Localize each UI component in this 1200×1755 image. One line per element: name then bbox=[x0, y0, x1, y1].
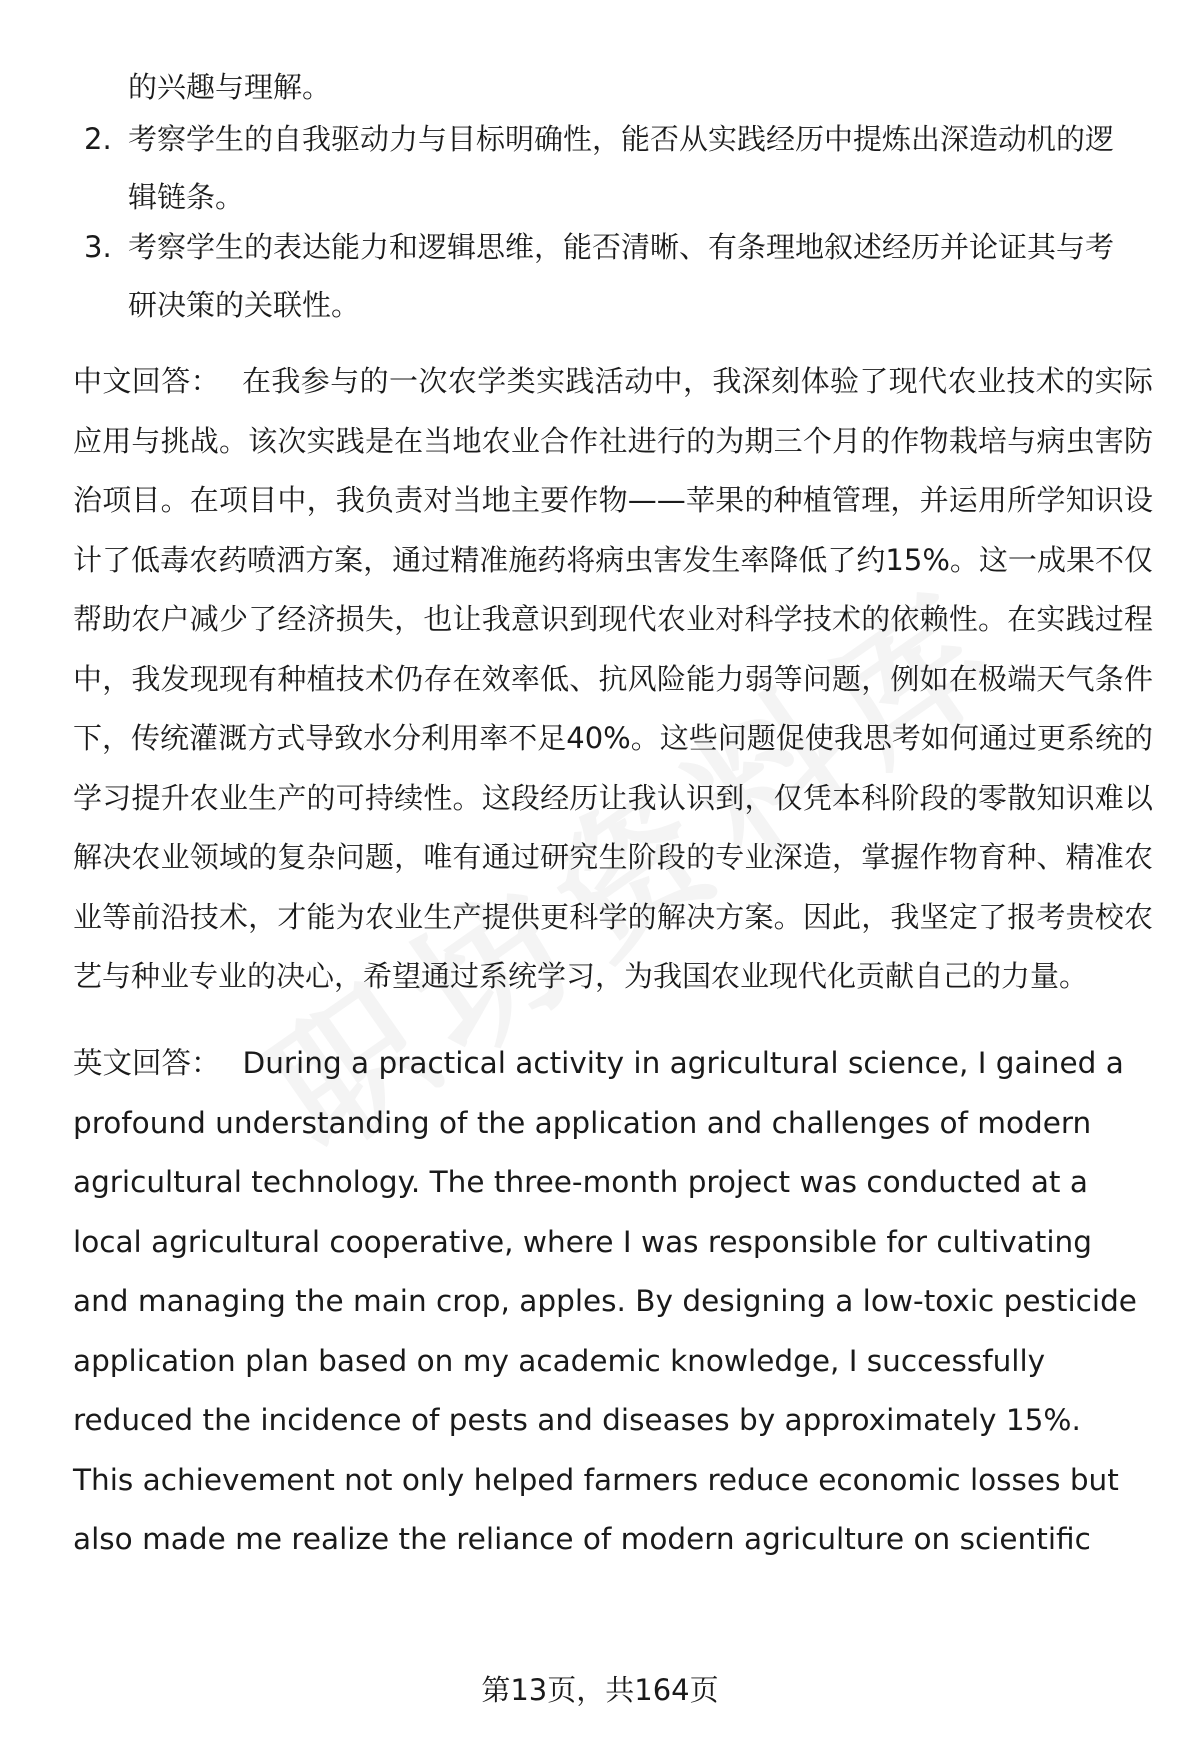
list-item-3 bbox=[84, 218, 1144, 334]
english-answer-label: 英文回答： bbox=[73, 1046, 221, 1080]
page-number-footer: 第13页，共164页 bbox=[481, 1673, 719, 1707]
chinese-answer-text: 在我参与的一次农学类实践活动中，我深刻体验了现代农业技术的实际应用与挑战。该次实践是在当地农业合作社进行的为期三个月的作物栽培与病虫害防治项目。在项目中，我负责对当地主要作物——苹果的种植管理，并运用所学知识设计了低毒农药喷洒方案，通过精准施药将病虫害发生率降低了约15%。这一成果不仅帮助农户减少了经济损失，也让我意识到现代农业对科学技术的依赖性。在实践过程中，我发现现有种植技术仍存在效率低、抗风险能力弱等问题，例如在极端天气条件下，传统灌溉方式导致水分利用率不足40%。这些问题促使我思考如何通过更系统的学习提升农业生产的可持续性。这段经历让我认识到，仅凭本科阶段的零散知识难以解决农业领域的复杂问题，唯有通过研究生阶段的专业深造，掌握作物育种、精准农业等前沿技术，才能为农业生产提供更科学的解决方案。因此，我坚定了报考贵校农艺与种业专业的决心，希望通过系统学习，为我国农业现代化贡献自己的力量。 bbox=[73, 364, 1153, 993]
list-item-2 bbox=[84, 110, 1144, 226]
list-item-text: 考察学生的表达能力和逻辑思维，能否清晰、有条理地叙述经历并论证其与考研决策的关联性。 bbox=[128, 230, 1115, 322]
chinese-answer-label: 中文回答： bbox=[73, 364, 220, 398]
list-item-carryover bbox=[84, 58, 1144, 116]
list-number: 2. bbox=[84, 122, 112, 156]
english-answer-paragraph bbox=[73, 1034, 1143, 1570]
list-item-text: 的兴趣与理解。 bbox=[128, 70, 332, 104]
list-item-text: 考察学生的自我驱动力与目标明确性，能否从实践经历中提炼出深造动机的逻辑链条。 bbox=[128, 122, 1115, 214]
chinese-answer-paragraph bbox=[73, 352, 1153, 1007]
english-answer-text: During a practical activity in agricultural science, I gained a profound understanding of the application and challenges of modern agricultural technology. The three-month project was conducted at a local agricultural cooperative, where I was responsible for cultivating and managing the main crop, apples. By designing a low-toxic pesticide application plan based on my academic knowledge, I successfully reduced the incidence of pests and diseases by approximately 15%. This achievement not only helped farmers reduce economic losses but also made me realize the reliance of modern agriculture on scientific bbox=[73, 1046, 1137, 1556]
list-number: 3. bbox=[84, 230, 112, 264]
